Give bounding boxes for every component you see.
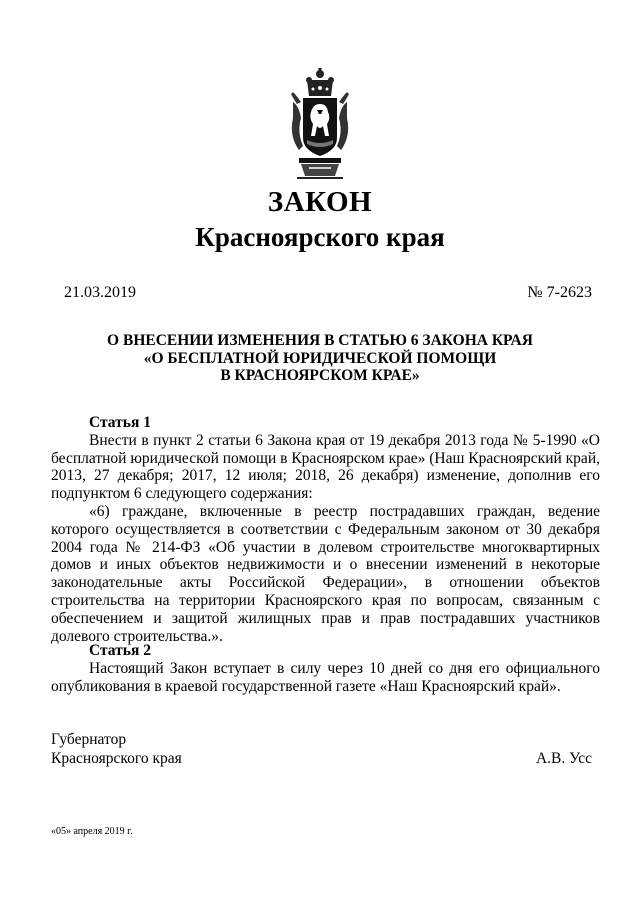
article-paragraph: Настоящий Закон вступает в силу через 10 дней со дня его официального опубликования в краевой государственной газете «Наш Красноярский край». bbox=[51, 659, 600, 695]
document-subtitle: Красноярского края bbox=[195, 222, 445, 252]
heading-line: «О БЕСПЛАТНОЙ ЮРИДИЧЕСКОЙ ПОМОЩИ bbox=[143, 349, 497, 367]
article-title: Статья 2 bbox=[89, 642, 151, 659]
article-paragraph: Внести в пункт 2 статьи 6 Закона края от 19 декабря 2013 года № 5-1990 «О бесплатной юридической помощи в Красноярском крае» (Наш Красноярский край, 2013, 27 декабря; 2017, 12 июля; 2018, 26 декабря) изменение, дополнив его подпунктом 6 следующего содержания: bbox=[51, 431, 600, 503]
signatory-name: А.В. Усс bbox=[535, 750, 592, 767]
signatory-position bbox=[51, 730, 182, 768]
law-date: 21.03.2019 bbox=[64, 284, 136, 301]
article-1 bbox=[51, 414, 600, 645]
article-title: Статья 1 bbox=[89, 414, 151, 431]
coat-of-arms-icon bbox=[287, 66, 353, 184]
signatory-region: Красноярского края bbox=[51, 750, 182, 767]
signatory-title: Губернатор bbox=[51, 731, 127, 748]
signed-date: «05» апреля 2019 г. bbox=[51, 826, 133, 837]
heading-line: В КРАСНОЯРСКОМ КРАЕ» bbox=[220, 367, 420, 384]
heading-line: О ВНЕСЕНИИ ИЗМЕНЕНИЯ В СТАТЬЮ 6 ЗАКОНА КРАЯ bbox=[107, 332, 533, 349]
article-paragraph: «6) граждане, включенные в реестр пострадавших граждан, ведение которого осуществляется в соответствии с Федеральным законом от 30 декабря 2004 года № 214-ФЗ «Об участии в долевом строительстве многоквартирных домов и иных объектов недвижимости и о внесении изменений в некоторые законодательные акты Российской Федерации», в отношении объектов строительства на территории Красноярского края по вопросам, связанным с обеспечением и защитой жилищных прав и прав пострадавших участников долевого строительства.». bbox=[51, 502, 600, 645]
law-heading bbox=[40, 332, 600, 385]
document-title: ЗАКОН bbox=[267, 186, 373, 218]
law-number: № 7-2623 bbox=[527, 284, 592, 301]
article-2 bbox=[51, 642, 600, 695]
